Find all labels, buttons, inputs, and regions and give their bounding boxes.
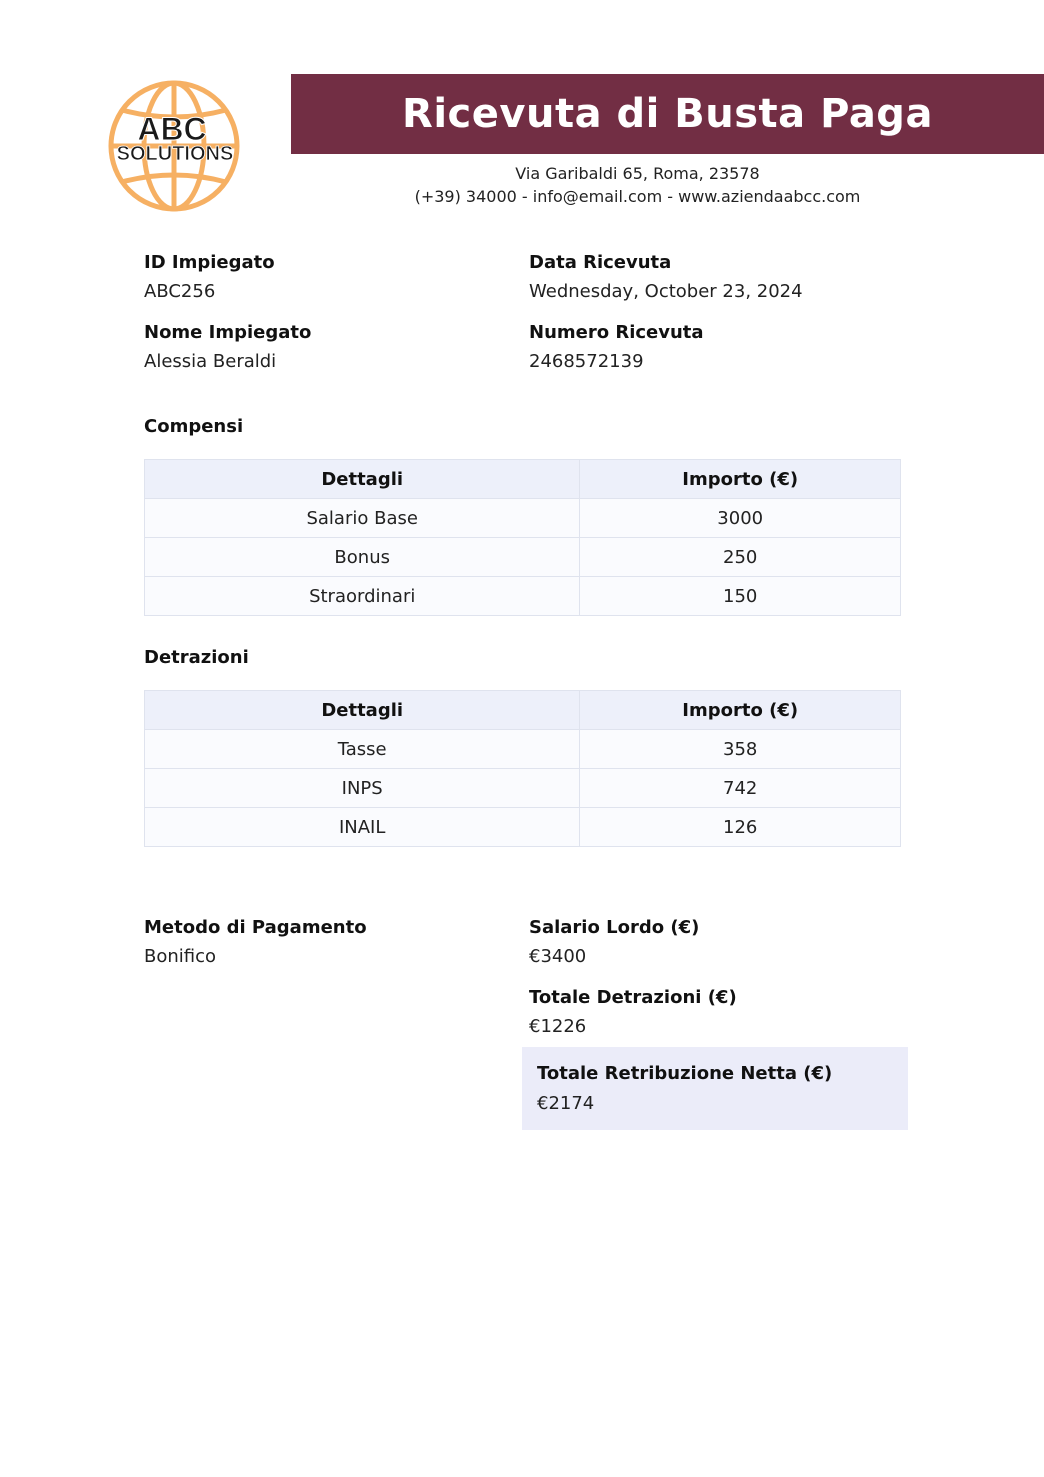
- earnings-title: Compensi: [144, 416, 244, 437]
- deductions-title: Detrazioni: [144, 647, 249, 668]
- title-bar: [291, 74, 1044, 154]
- row-detail: INPS: [145, 769, 580, 808]
- employee-name-value: Alessia Beraldi: [144, 351, 277, 372]
- payment-method-field: [144, 917, 367, 967]
- total-deductions-value: €1226: [529, 1016, 587, 1037]
- column-header-details: Dettagli: [145, 691, 580, 730]
- table-header-row: [145, 691, 901, 730]
- total-deductions-field: [529, 987, 737, 1037]
- row-amount: 126: [580, 808, 901, 847]
- receipt-number-field: [529, 322, 704, 372]
- receipt-date-label: Data Ricevuta: [529, 252, 672, 273]
- table-row: [145, 577, 901, 616]
- employee-id-label: ID Impiegato: [144, 252, 275, 273]
- column-header-amount: Importo (€): [580, 691, 901, 730]
- earnings-table: [144, 459, 901, 616]
- payment-method-value: Bonifico: [144, 946, 217, 967]
- table-row: [145, 730, 901, 769]
- row-detail: Salario Base: [145, 499, 580, 538]
- row-detail: INAIL: [145, 808, 580, 847]
- row-amount: 250: [580, 538, 901, 577]
- table-row: [145, 808, 901, 847]
- globe-icon: [104, 78, 244, 218]
- table-row: [145, 499, 901, 538]
- logo-text-abc: ABC: [137, 111, 207, 147]
- payment-method-label: Metodo di Pagamento: [144, 917, 367, 938]
- receipt-number-label: Numero Ricevuta: [529, 322, 704, 343]
- company-logo: [104, 78, 244, 218]
- row-detail: Tasse: [145, 730, 580, 769]
- logo-text-solutions: SOLUTIONS: [116, 143, 234, 165]
- employee-id-field: [144, 252, 275, 302]
- company-contacts: (+39) 34000 - info@email.com - www.aziendaabcc.com: [414, 187, 861, 206]
- net-pay-label: Totale Retribuzione Netta (€): [537, 1063, 833, 1084]
- deductions-table: [144, 690, 901, 847]
- row-detail: Bonus: [145, 538, 580, 577]
- column-header-amount: Importo (€): [580, 460, 901, 499]
- company-address: Via Garibaldi 65, Roma, 23578: [515, 164, 760, 183]
- net-pay-box: [522, 1047, 908, 1130]
- gross-salary-label: Salario Lordo (€): [529, 917, 700, 938]
- row-detail: Straordinari: [145, 577, 580, 616]
- row-amount: 358: [580, 730, 901, 769]
- receipt-number-value: 2468572139: [529, 351, 644, 372]
- gross-salary-field: [529, 917, 699, 967]
- employee-id-value: ABC256: [144, 281, 216, 302]
- table-row: [145, 538, 901, 577]
- employee-name-field: [144, 322, 311, 372]
- column-header-details: Dettagli: [145, 460, 580, 499]
- gross-salary-value: €3400: [529, 946, 587, 967]
- employee-name-label: Nome Impiegato: [144, 322, 312, 343]
- table-row: [145, 769, 901, 808]
- row-amount: 3000: [580, 499, 901, 538]
- table-header-row: [145, 460, 901, 499]
- row-amount: 150: [580, 577, 901, 616]
- total-deductions-label: Totale Detrazioni (€): [529, 987, 737, 1008]
- net-pay-value: €2174: [537, 1093, 595, 1114]
- receipt-date-field: [529, 252, 803, 302]
- document-title: Ricevuta di Busta Paga: [402, 91, 933, 137]
- receipt-date-value: Wednesday, October 23, 2024: [529, 281, 803, 302]
- row-amount: 742: [580, 769, 901, 808]
